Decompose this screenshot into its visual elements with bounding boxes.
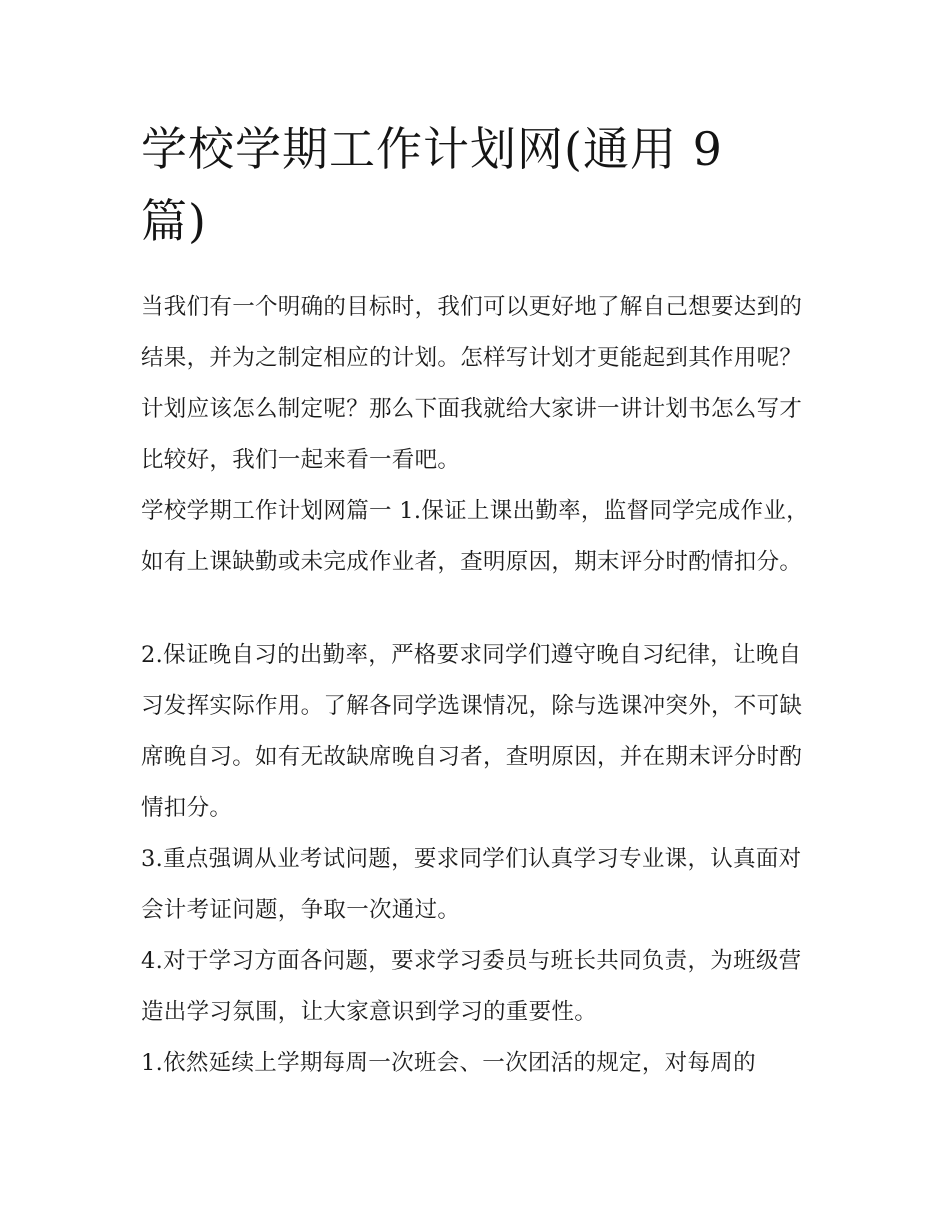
paragraph-intro: 当我们有一个明确的目标时，我们可以更好地了解自己想要达到的结果，并为之制定相应的计划。怎样写计划才更能起到其作用呢？计划应该怎么制定呢？那么下面我就给大家讲一讲计划书怎么写才比较好，我们一起来看一看吧。: [141, 294, 803, 473]
paragraph-item-4: 4.对于学习方面各问题，要求学习委员与班长共同负责，为班级营造出学习氛围，让大家意识到学习的重要性。: [141, 948, 802, 1025]
paragraph-item-1: 学校学期工作计划网篇一 1.保证上课出勤率，监督同学完成作业，如有上课缺勤或未完成作业者，查明原因，期末评分时酌情扣分。: [141, 498, 809, 575]
paragraph-item-2: 2.保证晚自习的出勤率，严格要求同学们遵守晚自习纪律，让晚自习发挥实际作用。了解各同学选课情况，除与选课冲突外，不可缺席晚自习。如有无故缺席晚自习者，查明原因，并在期末评分时酌情扣分。: [141, 642, 803, 821]
document-title: 学校学期工作计划网(通用 9 篇): [141, 122, 723, 248]
paragraph-item-5: 1.依然延续上学期每周一次班会、一次团活的规定，对每周的: [141, 1050, 756, 1076]
paragraph-item-3: 3.重点强调从业考试问题，要求同学们认真学习专业课，认真面对会计考证问题，争取一次通过。: [141, 846, 802, 923]
